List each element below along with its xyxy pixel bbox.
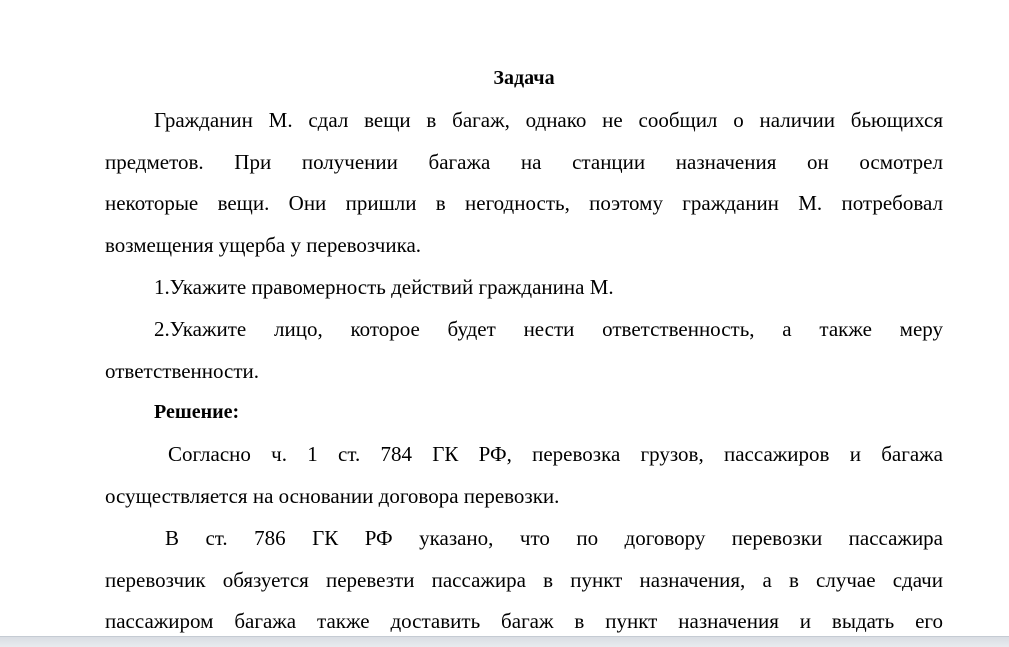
problem-line: предметов. При получении багажа на станции назначения он осмотрел [105,149,943,174]
solution-paragraph-2-line: пассажиром багажа также доставить багаж в пункт назначения и выдать его [105,609,943,634]
solution-paragraph-2-line: перевозчик обязуется перевезти пассажира в пункт назначения, а в случае сдачи [105,567,943,592]
question-1: 1.Укажите правомерность действий гражданина М. [154,274,614,299]
document-title: Задача [493,67,555,89]
problem-line: Гражданин М. сдал вещи в багаж, однако не сообщил о наличии бьющихся [154,107,943,132]
question-2-line: ответственности. [105,358,260,383]
problem-line: возмещения ущерба у перевозчика. [105,233,422,258]
document-body [105,58,943,643]
solution-paragraph-2-line: В ст. 786 ГК РФ указано, что по договору перевозки пассажира [165,525,943,550]
question-2-line: 2.Укажите лицо, которое будет нести ответственность, а также меру [154,316,943,341]
solution-paragraph-1-line: Согласно ч. 1 ст. 784 ГК РФ, перевозка грузов, пассажиров и багажа [168,442,943,467]
solution-paragraph-1-line: осуществляется на основании договора перевозки. [105,483,560,508]
solution-heading: Решение: [154,401,240,424]
problem-line: некоторые вещи. Они пришли в негодность, поэтому гражданин М. потребовал [105,191,943,216]
horizontal-scrollbar[interactable] [0,636,1009,647]
